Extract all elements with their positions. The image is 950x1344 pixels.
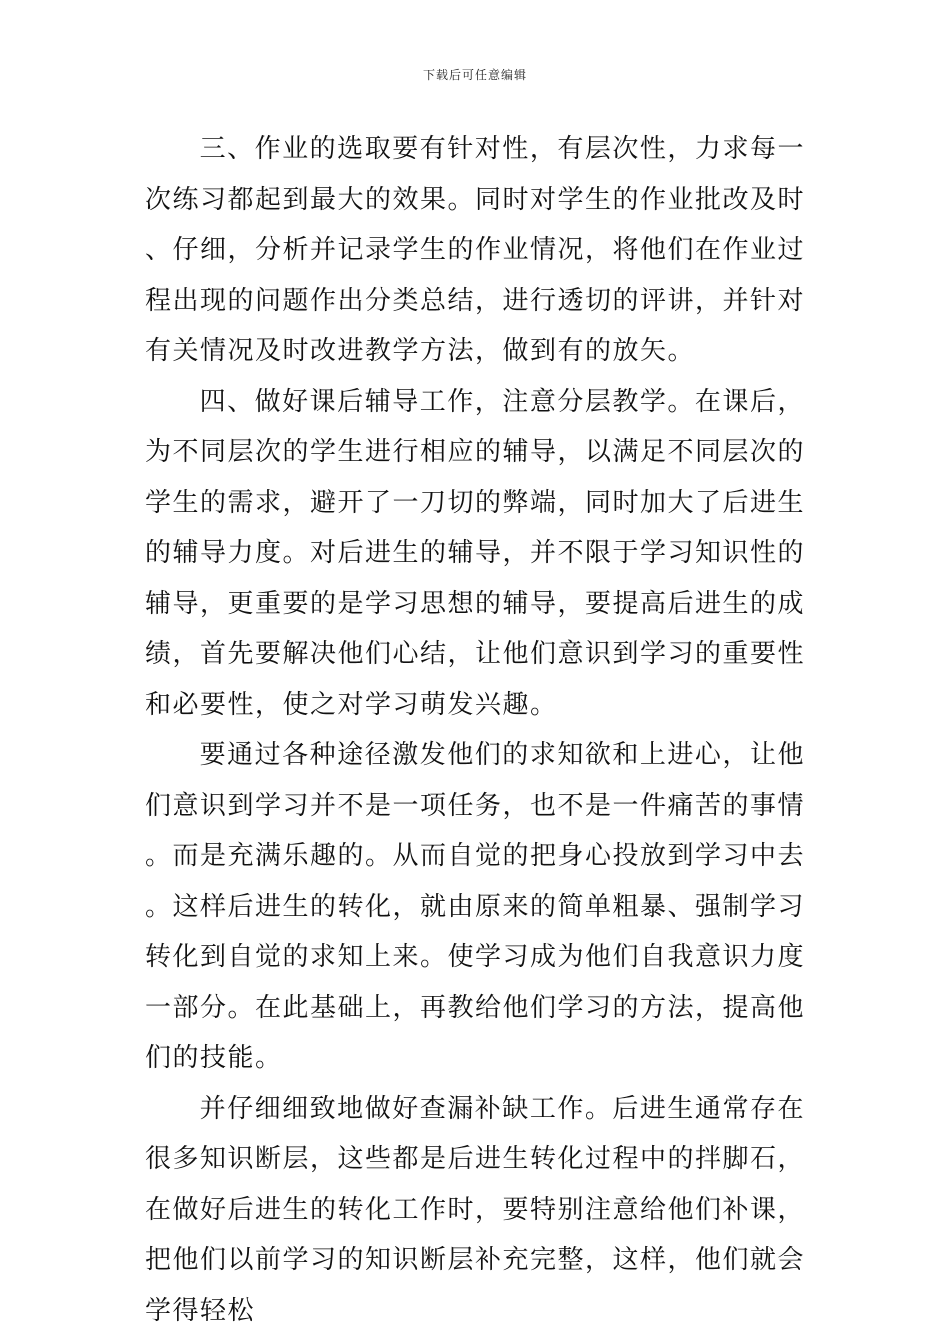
paragraph-remediation: 并仔细细致地做好查漏补缺工作。后进生通常存在很多知识断层，这些都是后进生转化过程中的拌脚石，在做好后进生的转化工作时，要特别注意给他们补课，把他们以前学习的知识断层补充完整，这样，他们就会学得轻松 (145, 1093, 806, 1326)
page-header: 下载后可任意编辑 (422, 68, 527, 82)
paragraph-motivation: 要通过各种途径激发他们的求知欲和上进心，让他们意识到学习并不是一项任务，也不是一件痛苦的事情。而是充满乐趣的。从而自觉的把身心投放到学习中去。这样后进生的转化，就由原来的简单粗暴、强制学习转化到自觉的求知上来。使学习成为他们自我意识力度一部分。在此基础上，再教给他们学习的方法，提高他们的技能。 (145, 740, 806, 1073)
paragraph-tutoring: 四、做好课后辅导工作，注意分层教学。在课后，为不同层次的学生进行相应的辅导，以满足不同层次的学生的需求，避开了一刀切的弊端，同时加大了后进生的辅导力度。对后进生的辅导，并不限于学习知识性的辅导，更重要的是学习思想的辅导，要提高后进生的成绩，首先要解决他们心结，让他们意识到学习的重要性和必要性，使之对学习萌发兴趣。 (145, 386, 806, 720)
paragraph-homework: 三、作业的选取要有针对性，有层次性，力求每一次练习都起到最大的效果。同时对学生的作业批改及时、仔细，分析并记录学生的作业情况，将他们在作业过程出现的问题作出分类总结，进行透切的评讲，并针对有关情况及时改进教学方法，做到有的放矢。 (145, 134, 806, 366)
document-body (145, 124, 805, 1336)
